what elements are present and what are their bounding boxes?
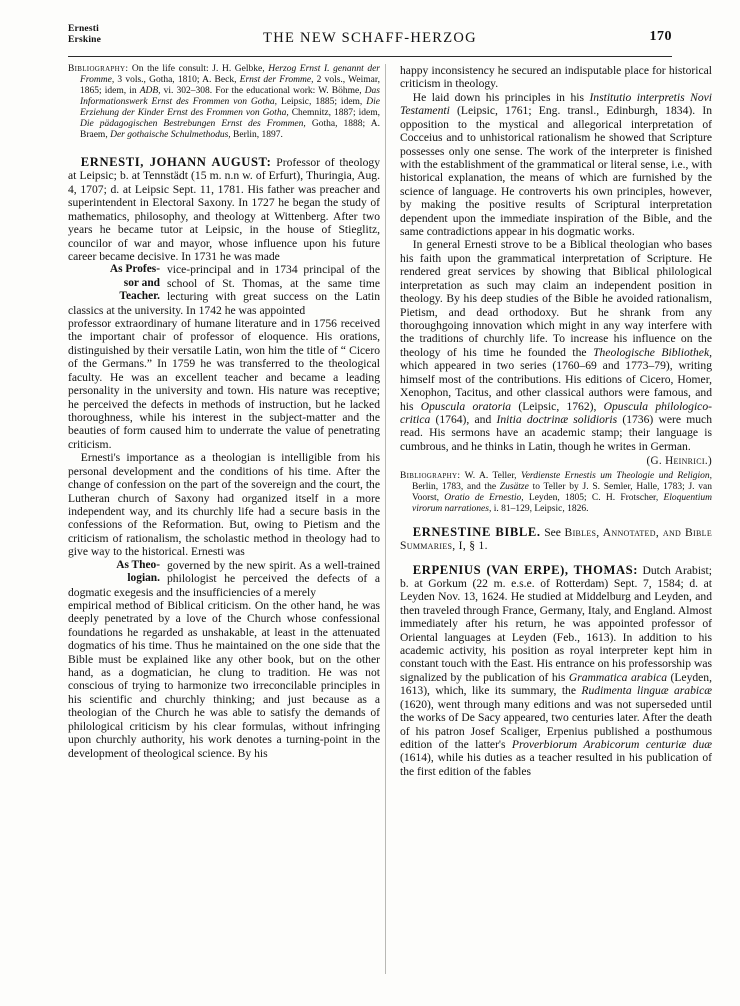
biblio-title: Die pädagogischen Bestrebungen Ernst des Frommen, <box>80 119 306 129</box>
bibliography-label: Bibliography: <box>68 64 129 74</box>
body-text: Dutch Arabist; b. at Gorkum (22 m. e.s.e. of Rotterdam) Sept. 7, 1584; d. at Leyden Nov. 13, 1624. He studied at Middelburg and Leyden, and then traveled through France, Germany, Italy, and England. Almost immediately after his return, he was appointed professor of Oriental languages at Leyden (Feb., 1613). In addition to his academic activity, his position as royal interpreter kept him in constant touch with the East. His entrance on his professorship was signalized by the publication of his <box>400 563 713 684</box>
biblio-title: ADB, <box>139 86 161 96</box>
body-text: (1620), went through many editions and was not superseded until the works of De Sacy appeared, two centuries later. After the death of his patron Josef Scaliger, Erpenius published a posthumous edition of the latter's <box>400 697 712 751</box>
body-text: In general Ernesti strove to be a Biblical theologian who bases his faith upon the grammatical interpretation of Scripture. He rendered great services by showing that Biblical philological interpretation as such may claim an independent position in theology. By his deep studies of the Bible he avoided rationalism, Pietism, and dead orthodoxy. But he shrank from any thoroughgoing innovation which might in any way interfere with the traditions of churchly life. To increase his influence on the theology of his time he founded the <box>400 238 712 359</box>
entry-body <box>400 238 712 453</box>
body-text: (Leipsic, 1761; Eng. transl., Edinburgh, 1834). In opposition to the mystical and allegorical interpretation of Cocceius and to unhistorical rationalism he showed that Scripture possesses only one sense. The work of the interpreter is finished with the establishment of the grammatical or literal sense, i.e., with historical explanation, the means of which are furnished by the science of language. He controverts his own principles, however, by making the positive results of Scriptural interpretation dependent upon the immediate inspiration of the Bible, and the same contradictions appear in his dogmatic works. <box>400 104 712 239</box>
biblio-title: Das Informationswerk Ernst des Frommen von Gotha, <box>80 86 380 107</box>
biblio-title: Verdienste Ernestis um Theologie und Religion, <box>520 470 712 481</box>
sidenote-line: sor and <box>123 276 160 289</box>
author-byline: (G. Heinrici.) <box>646 455 712 468</box>
bibliography-ernesti-fromme <box>68 64 380 141</box>
left-column <box>68 64 380 760</box>
biblio-title: Der gothaische Schulmethodus, <box>110 130 231 140</box>
entry-body: empirical method of Biblical criticism. On the other hand, he was deeply penetrated by a love of the Church whose confessional foundations he regarded as unshakable, at least in the attenuated dogmatics of his time. Thus he maintained on the one side that the Bible must be explained like any other book, but on the other hand, as a dogmatician, he clung to tradition. He was not conscious of trying to harmonize two irreconcilable principles in his scientific and churchly thinking; and just because as a theologian of the Church he was able to satisfy the demands of philological criticism by his clear formulas, without infringing upon churchly authority, his work denotes a turning-point in the development of theological science. By his <box>68 598 380 760</box>
work-title: Opuscula philologico-critica <box>400 399 712 426</box>
biblio-title: Die Erziehung der Kinder Ernst des Frommen von Gotha, <box>80 97 380 118</box>
sidenote-line: As Theo- <box>116 558 160 571</box>
page-number: 170 <box>649 29 672 44</box>
work-title: Institutio interpretis Novi Testamenti <box>400 90 712 118</box>
entry-body <box>400 91 712 239</box>
entry-erpenius-thomas <box>400 564 712 779</box>
column-divider <box>385 64 386 974</box>
biblio-text: vi. 302–308. For the educational work: W. Böhme, <box>160 86 365 96</box>
body-text: (1764), and <box>430 412 497 426</box>
biblio-text: Gotha, 1888; A. Braem, <box>80 119 380 140</box>
header-catchword-first: Ernesti <box>68 24 99 34</box>
biblio-text: On the life consult: J. H. Gelbke, <box>128 64 269 74</box>
biblio-title: Herzog Ernst I. genannt der Fromme, <box>80 64 380 85</box>
biblio-text: Berlin, 1783, and the <box>412 481 500 492</box>
work-title: Grammatica arabica <box>568 670 668 684</box>
entry-body: vice-principal and in 1734 principal of the school of St. Thomas, at the same time lecturing with great success on the Latin classics at the university. In 1742 he was appointed <box>68 263 380 317</box>
entry-headword: ERPENIUS (VAN ERPE), THOMAS: <box>412 562 639 577</box>
entry-body: professor extraordinary of humane literature and in 1756 received the important chair of professor of eloquence. His orations, distinguished by their versatile Latin, won him the title of “ Cicero of the Germans.” In 1759 he was transferred to the theological faculty. He was an excellent teacher and became a leading personality in the university and town. His nature was receptive; he perceived the defects in methods of instruction, but he lacked thoroughness, while his interest in the subject-matter and the beauties of form caused him to underrate the value of penetrating criticism. <box>68 317 380 451</box>
body-text: See <box>540 525 565 539</box>
entry-headword: ERNESTI, JOHANN AUGUST: <box>80 155 272 169</box>
header-title: THE NEW SCHAFF-HERZOG <box>263 30 477 46</box>
work-title: Proverbiorum Arabicorum centuriæ duæ <box>511 737 712 751</box>
biblio-text: to Teller by J. S. Semler, Halle, 1783; J. van Voorst, <box>412 481 712 503</box>
sidenote-as-theologian <box>68 559 167 586</box>
body-text: He laid down his principles in his <box>412 90 590 104</box>
biblio-text: Chemnitz, 1887; idem, <box>288 108 380 118</box>
biblio-title: Ernst der Fromme, <box>239 75 314 85</box>
entry-body: Ernesti's importance as a theologian is intelligible from his personal development and the conditions of his time. After the change of confession on the part of the sovereign and the court, the Lutheran church of Saxony had organized itself in a more independent way, and its churchly life had a secure basis in the confessions of the Reformation. But, owing to Pietism and the criticism of rationalism, the scholastic method in theology had to give way to the historical. Ernesti was <box>68 451 380 559</box>
biblio-title: Oratio de Ernestio, <box>444 492 524 503</box>
work-title: Theologische Bibliothek, <box>593 345 712 359</box>
entry-body: Professor of theology at Leipsic; b. at Tennstädt (15 m. n.n w. of Erfurt), Thuringia, Aug. 4, 1707; d. at Leipsic Sept. 11, 1781. His father was preacher and superintendent in Electoral Saxony. In 1727 he began the study of mathematics, philosophy, and theology at Wittenberg. After two years he became tutor at Leipsic, in the house of Stieglitz, councilor of war and mayor, whose influence upon his future career became decisive. In 1731 he was made <box>68 156 380 263</box>
work-title: Rudimenta linguæ arabicæ <box>581 684 712 698</box>
entry-ernestine-bible <box>400 526 712 553</box>
header-rule <box>68 56 672 57</box>
body-text: (1736) were much read. His sermons have an academic stamp; their language is cumbrous, and he thinks in Latin, though he writes in German. <box>400 412 712 453</box>
running-header <box>68 24 672 54</box>
biblio-text: Leyden, 1805; C. H. Frotscher, <box>523 492 664 503</box>
work-title: Initia doctrinæ solidioris <box>496 412 618 426</box>
biblio-text: Berlin, 1897. <box>230 130 283 140</box>
sidenote-block-professor <box>68 263 380 317</box>
biblio-text: 3 vols., Gotha, 1810; A. Beck, <box>114 75 240 85</box>
sidenote-block-theologian <box>68 559 380 599</box>
cross-reference-locator: I, § 1. <box>455 539 488 553</box>
bibliography-ernesti <box>400 471 712 515</box>
cross-reference-target[interactable]: Bibles, Annotated, and Bible Summaries, <box>400 525 713 553</box>
entry-headword: ERNESTINE BIBLE. <box>412 524 541 539</box>
sidenote-line: Teacher. <box>119 290 160 303</box>
sidenote-line: logian. <box>127 572 160 585</box>
body-text: (1614), while his duties as a teacher resulted in his publication of the first edition of the fables <box>400 751 712 778</box>
biblio-text: i. 81–129, Leipsic, 1826. <box>491 503 589 514</box>
entry-ernesti-johann-august <box>68 156 380 263</box>
biblio-title: Zusätze <box>499 481 529 492</box>
work-title: Opuscula oratoria <box>420 399 512 413</box>
body-text: (Leyden, 1613), which, like its summary, the <box>400 670 712 698</box>
biblio-text: Leipsic, 1885; idem, <box>277 97 367 107</box>
bibliography-label: Bibliography: <box>400 470 461 481</box>
entry-body: happy inconsistency he secured an indisputable place for historical criticism in theology. <box>400 64 712 91</box>
biblio-title: Eloquentium virorum narrationes, <box>412 492 713 514</box>
body-text: (Leipsic, 1762), <box>511 399 604 413</box>
biblio-text: W. A. Teller, <box>460 470 521 481</box>
sidenote-as-professor-and-teacher <box>68 263 167 303</box>
spacer <box>68 141 380 156</box>
entry-body: governed by the new spirit. As a well-trained philologist he perceived the defects of a dogmatic exegesis and the insufficiencies of a merely <box>68 558 380 599</box>
header-catchword-second: Erskine <box>68 34 102 45</box>
body-text: which appeared in two series (1760–69 and 1773–79), writing himself most of the contributions. His editions of Cicero, Homer, Xenophon, Tacitus, and other classical authors were famous, and his <box>400 359 712 413</box>
biblio-text: 2 vols., Weimar, 1865; idem, in <box>80 75 380 96</box>
right-column <box>400 64 712 778</box>
sidenote-line: As Profes- <box>109 263 160 276</box>
